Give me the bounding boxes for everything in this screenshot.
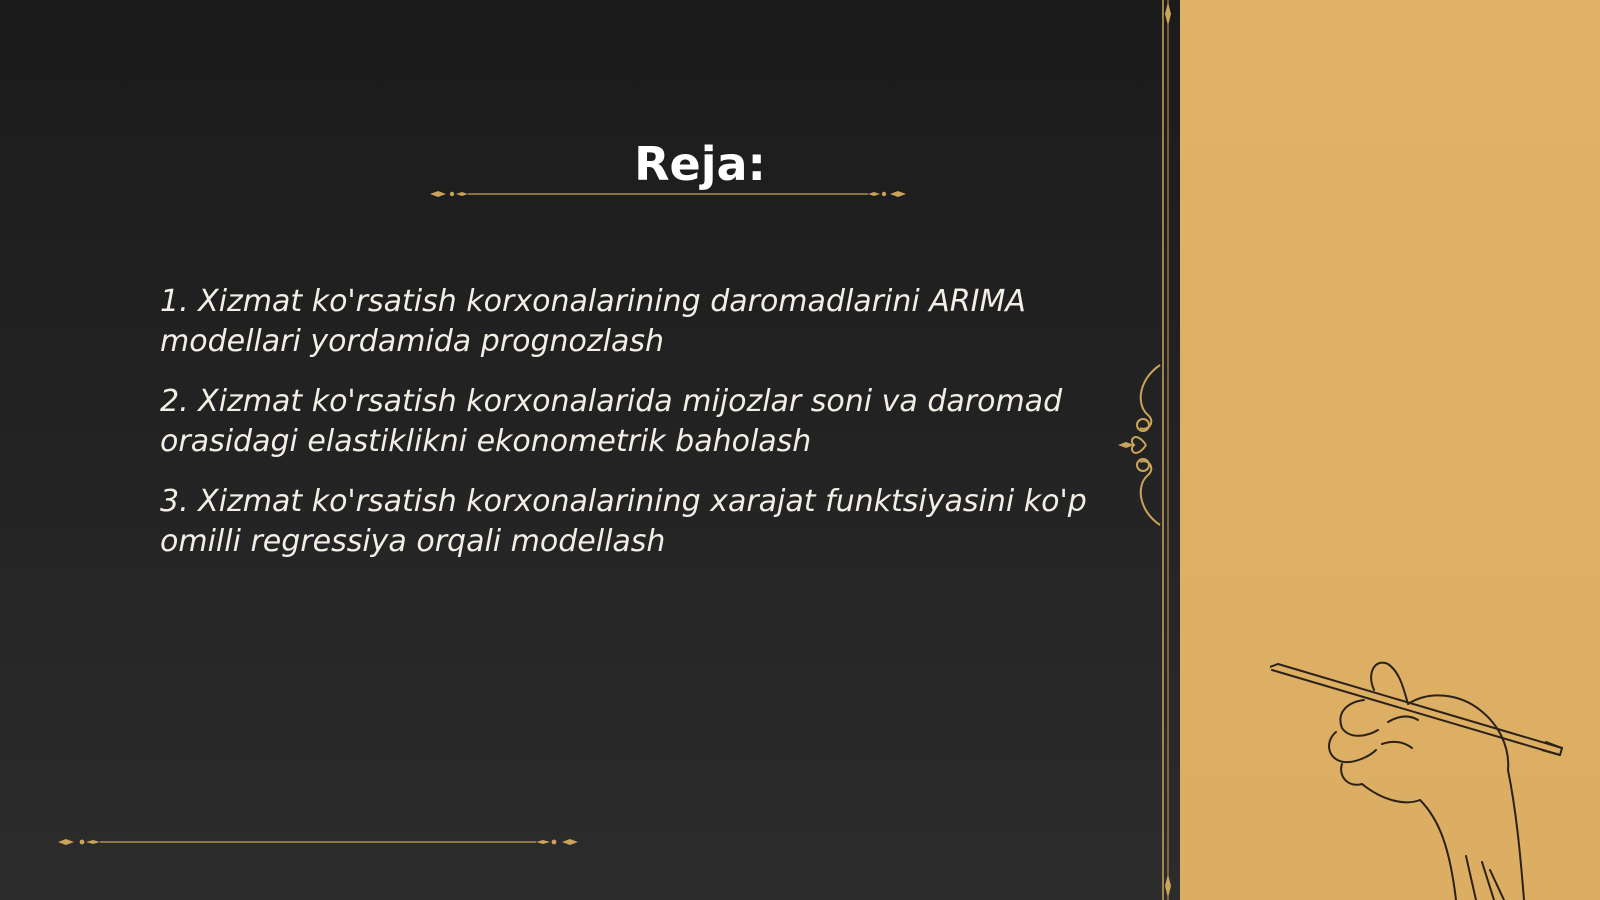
slide-title: Reja: bbox=[634, 137, 766, 191]
ornamental-divider-icon bbox=[56, 834, 580, 850]
ornamental-divider-icon bbox=[428, 186, 908, 202]
agenda-item: 2. Xizmat ko'rsatish korxonalarida mijozlar soni va daromad orasidagi elastiklikni ekonometrik baholash bbox=[160, 384, 1063, 459]
hand-holding-pencil-icon bbox=[1270, 650, 1580, 900]
agenda-item: 1. Xizmat ko'rsatish korxonalarining daromadlarini ARIMA modellari yordamida prognozlash bbox=[160, 284, 1026, 359]
scroll-ornament-icon bbox=[1118, 360, 1168, 530]
agenda-item: 3. Xizmat ko'rsatish korxonalarining xarajat funktsiyasini ko'p omilli regressiya orqali modellash bbox=[160, 484, 1087, 559]
agenda-list bbox=[160, 282, 1090, 582]
